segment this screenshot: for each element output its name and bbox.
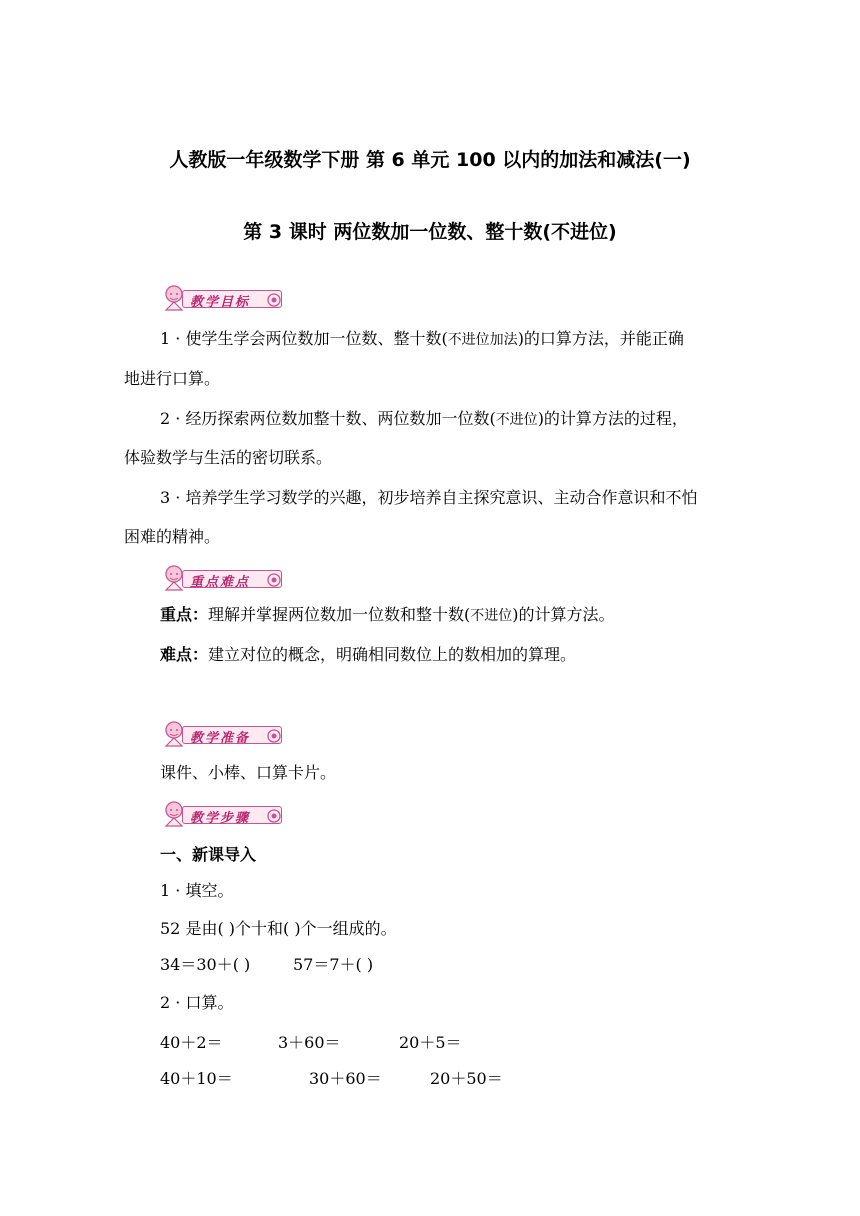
oral-calc-item: 40＋10＝ [160, 1069, 233, 1088]
preparation-materials: 课件、小棒、口算卡片。 [160, 763, 337, 782]
document-title: 人教版一年级数学下册 第 6 单元 100 以内的加法和减法(一) [169, 149, 691, 171]
badge-label: 教学准备 [190, 731, 251, 746]
lesson-subtitle: 第 3 课时 两位数加一位数、整十数(不进位) [243, 221, 617, 243]
target-icon [266, 572, 282, 588]
goal-3-line-1: 3 · 培养学生学习数学的兴趣，初步培养自主探究意识、主动合作意识和不怕 [160, 488, 698, 507]
badge-teaching-goals [160, 284, 286, 312]
badge-teaching-steps [160, 800, 286, 828]
oral-calc-item: 20＋5＝ [399, 1033, 462, 1052]
question-1-line-2b: 57＝7＋( ) [293, 955, 374, 974]
difficult-point: 难点：建立对位的概念，明确相同数位上的数相加的算理。 [160, 645, 577, 664]
question-1: 1 · 填空。 [160, 881, 234, 900]
goal-2-line-1: 2 · 经历探索两位数加整十数、两位数加一位数(不进位)的计算方法的过程， [160, 409, 688, 428]
key-point: 重点：理解并掌握两位数加一位数和整十数(不进位)的计算方法。 [160, 605, 615, 624]
question-1-line-2a: 34＝30＋( ) [160, 955, 251, 974]
goal-3-line-2: 困难的精神。 [124, 527, 221, 546]
oral-calc-item: 3＋60＝ [278, 1033, 341, 1052]
goal-2-line-2: 体验数学与生活的密切联系。 [124, 448, 333, 467]
question-1-line-1: 52 是由( )个十和( )个一组成的。 [160, 919, 397, 938]
target-icon [266, 808, 282, 824]
badge-label: 重点难点 [190, 575, 251, 590]
section-heading-intro: 一、新课导入 [160, 845, 257, 864]
oral-calc-item: 30＋60＝ [309, 1069, 382, 1088]
question-2: 2 · 口算。 [160, 993, 234, 1012]
goal-1-line-1: 1 · 使学生学会两位数加一位数、整十数(不进位加法)的口算方法，并能正确 [160, 329, 684, 348]
badge-key-points [160, 564, 286, 592]
badge-label: 教学目标 [190, 295, 251, 310]
badge-label: 教学步骤 [190, 811, 251, 826]
target-icon [266, 728, 282, 744]
oral-calc-item: 20＋50＝ [430, 1069, 503, 1088]
oral-calc-item: 40＋2＝ [160, 1033, 223, 1052]
badge-preparation [160, 720, 286, 748]
target-icon [266, 292, 282, 308]
goal-1-line-2: 地进行口算。 [124, 369, 221, 388]
